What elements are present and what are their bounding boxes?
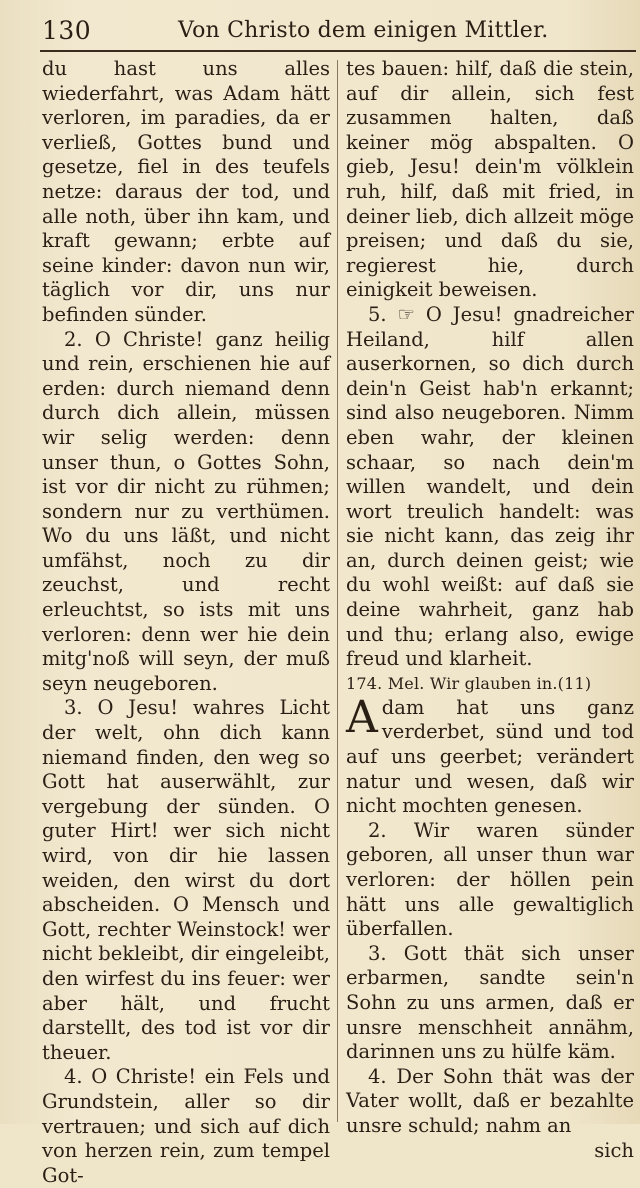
hymn-verse-2: 2. Wir waren sünder geboren, all unser thun war verloren: der höllen pein hätt uns alle gewaltiglich überfallen. bbox=[346, 818, 634, 941]
verse-4: 4. O Christe! ein Fels und Grundstein, aller so dir vertrauen; und sich auf dich von herzen rein, zum tempel Got- bbox=[42, 1065, 330, 1187]
drop-cap: A bbox=[346, 691, 378, 743]
verse-2: 2. O Christe! ganz heilig und rein, erschienen hie auf erden: durch niemand denn durch dich allein, müssen wir selig werden: denn unser thun, o Gottes Sohn, ist vor dir nicht zu rühmen; sondern nur zu verthümen. Wo du uns läßt, und nicht umfähst, noch zu dir zeuchst, und recht erleuchtst, so ists mit uns verloren: denn wer hie dein mitg'noß will seyn, der muß seyn neugeboren. bbox=[42, 327, 330, 695]
hymn-melody-heading: 174. Mel. Wir glauben in.(11) bbox=[346, 673, 592, 693]
verse-3: 3. O Jesu! wahres Licht der welt, ohn dich kann niemand finden, den weg so Gott hat auserwählt, zur vergebung der sünden. O guter Hirt! wer sich nicht wird, von dir hie lassen weiden, den wirst du dort abscheiden. O Mensch und Gott, rechter Weinstock! wer nicht bekleibt, dir eingeleibt, den wirfest du ins feuer: wer aber hält, und frucht darstellt, des tod ist vor dir theuer. bbox=[42, 696, 331, 1064]
hymn-verse-3: 3. Gott thät sich unser erbarmen, sandte sein'n Sohn zu uns armen, daß er unsre menschheit annähm, darinnen uns zu hülfe käm. bbox=[346, 941, 634, 1064]
verse-5: 5. ☞ O Jesu! gnadreicher Heiland, hilf allen auserkornen, so dich durch dein'n Geist hab'n erkannt; sind also neugeboren. Nimm eben wahr, der kleinen schaar, so nach dein'm willen wandelt, und dein wort treulich handelt: was sie nicht kann, das zeig ihr an, durch deinen geist; wie du wohl weißt: auf daß sie deine wahrheit, ganz hab und thu; erlang also, ewige freud und klarheit. bbox=[346, 302, 634, 671]
column-divider bbox=[337, 60, 338, 1122]
running-title: Von Christo dem einigen Mittler. bbox=[178, 18, 549, 43]
page-header bbox=[0, 12, 640, 52]
right-column bbox=[346, 57, 634, 1163]
left-column bbox=[42, 57, 330, 1188]
hymn-verse-4: 4. Der Sohn thät was der Vater wollt, daß er bezahlte unsre schuld; nahm an bbox=[346, 1064, 634, 1137]
header-rule bbox=[40, 50, 636, 52]
paragraph-continuation-right: tes bauen: hilf, daß die stein, auf dir allein, sich fest zusammen halten, daß keiner mög abspalten. O gieb, Jesu! dein'm völklein ruh, hilf, daß mit fried, in deiner lieb, dich allzeit möge preisen; und daß du sie, regierest hie, durch einigkeit beweisen. bbox=[346, 57, 634, 302]
catchword: sich bbox=[594, 1138, 634, 1162]
page-number: 130 bbox=[42, 16, 92, 45]
hymn-first-verse bbox=[346, 691, 634, 819]
hymn-first-verse-text: dam hat uns ganz verderbet, sünd und tod auf uns geerbet; verändert natur und wesen, daß wir nicht mochten genesen. bbox=[346, 695, 634, 818]
paragraph-continuation: du hast uns alles wiederfahrt, was Adam hätt verloren, im paradies, da er verließ, Gottes bund und gesetze, fiel in des teufels netze: daraus der tod, und alle noth, über ihn kam, und kraft gewann; erbte auf seine kinder: davon nun wir, täglich vor dir, uns nur befinden sünder. bbox=[42, 57, 330, 326]
